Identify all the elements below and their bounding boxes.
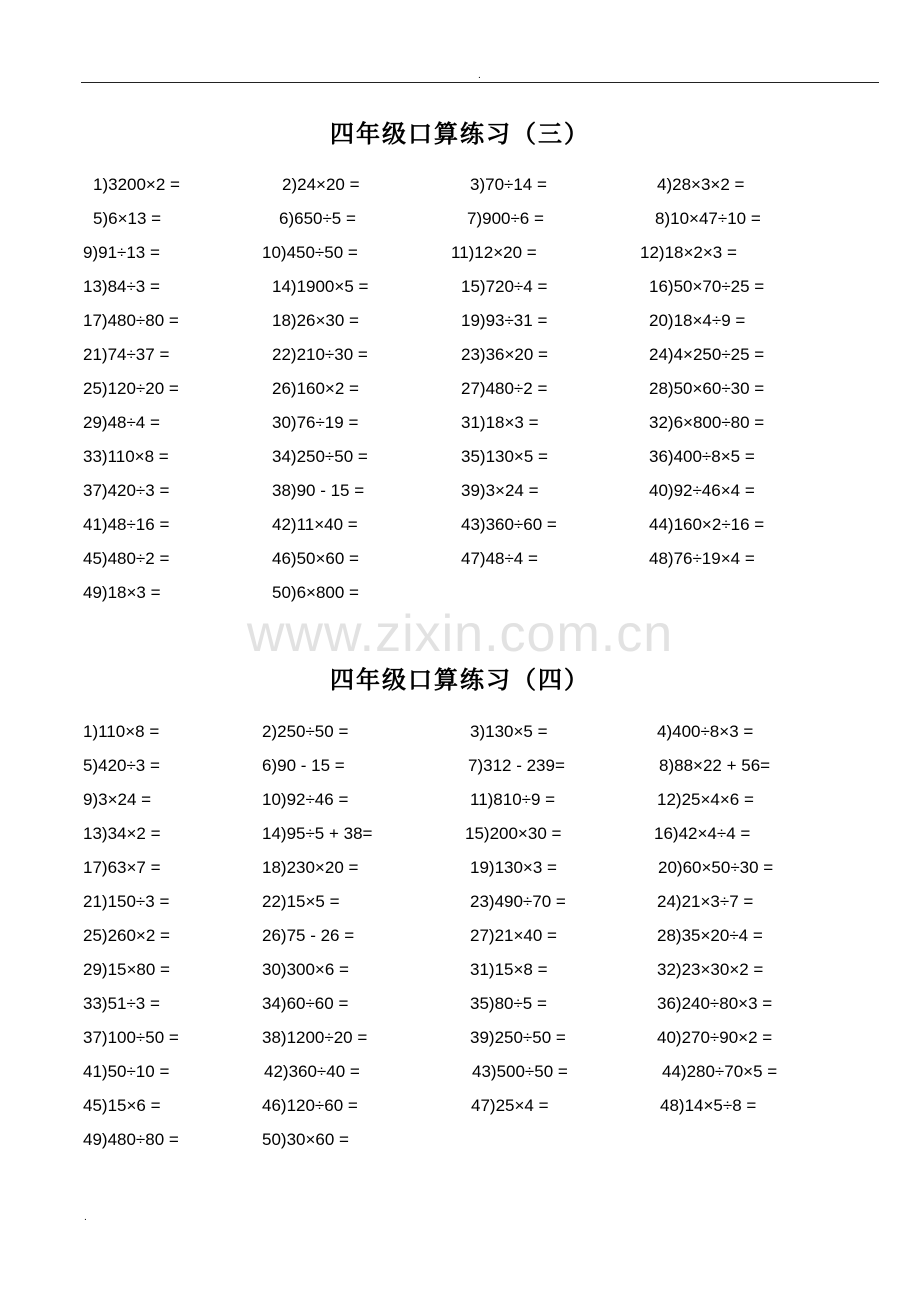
problem-item: 19)130×3 = — [470, 858, 557, 877]
problem-item: 33)51÷3 = — [83, 994, 160, 1013]
problem-item: 29)15×80 = — [83, 960, 170, 979]
problem-item: 35)80÷5 = — [470, 994, 547, 1013]
problem-item: 8)88×22 + 56= — [659, 756, 771, 775]
problem-item: 10)450÷50 = — [262, 243, 358, 262]
problem-item: 20)18×4÷9 = — [649, 311, 746, 330]
problem-item: 16)50×70÷25 = — [649, 277, 765, 296]
problem-item: 47)48÷4 = — [461, 549, 538, 568]
problem-item: 1)110×8 = — [83, 722, 160, 741]
problem-item: 25)120÷20 = — [83, 379, 179, 398]
problem-item: 15)200×30 = — [465, 824, 562, 843]
section-title-4: 四年级口算练习（四） — [330, 666, 590, 694]
problem-item: 9)91÷13 = — [83, 243, 160, 262]
problem-item: 47)25×4 = — [471, 1096, 549, 1115]
problem-item: 4)28×3×2 = — [657, 175, 745, 194]
problem-item: 28)50×60÷30 = — [649, 379, 765, 398]
problem-item: 25)260×2 = — [83, 926, 170, 945]
problem-item: 24)4×250÷25 = — [649, 345, 765, 364]
problem-item: 35)130×5 = — [461, 447, 548, 466]
problem-item: 44)280÷70×5 = — [662, 1062, 778, 1081]
problem-item: 32)6×800÷80 = — [649, 413, 765, 432]
footer-dot: . — [84, 1212, 87, 1223]
problem-item: 48)14×5÷8 = — [660, 1096, 757, 1115]
problem-item: 43)360÷60 = — [461, 515, 557, 534]
problem-item: 36)240÷80×3 = — [657, 994, 773, 1013]
problem-item: 50)6×800 = — [272, 583, 359, 602]
problem-item: 30)76÷19 = — [272, 413, 359, 432]
problem-item: 44)160×2÷16 = — [649, 515, 765, 534]
problem-item: 13)34×2 = — [83, 824, 161, 843]
problem-item: 48)76÷19×4 = — [649, 549, 755, 568]
problem-item: 15)720÷4 = — [461, 277, 548, 296]
problem-item: 32)23×30×2 = — [657, 960, 764, 979]
problem-item: 39)3×24 = — [461, 481, 539, 500]
problem-item: 4)400÷8×3 = — [657, 722, 754, 741]
problem-item: 38)1200÷20 = — [262, 1028, 368, 1047]
problem-item: 45)15×6 = — [83, 1096, 161, 1115]
problem-item: 3)70÷14 = — [470, 175, 547, 194]
problem-item: 22)210÷30 = — [272, 345, 368, 364]
problem-item: 16)42×4÷4 = — [654, 824, 751, 843]
problem-item: 18)26×30 = — [272, 311, 359, 330]
problem-item: 40)270÷90×2 = — [657, 1028, 773, 1047]
problem-item: 33)110×8 = — [83, 447, 169, 466]
problem-item: 21)74÷37 = — [83, 345, 170, 364]
problem-item: 10)92÷46 = — [262, 790, 349, 809]
problem-item: 37)100÷50 = — [83, 1028, 179, 1047]
section-title-3: 四年级口算练习（三） — [330, 120, 590, 148]
problem-item: 20)60×50÷30 = — [658, 858, 774, 877]
problem-item: 7)312 - 239= — [468, 756, 565, 775]
problem-item: 1)3200×2 = — [93, 175, 180, 194]
problem-item: 23)36×20 = — [461, 345, 548, 364]
problem-item: 13)84÷3 = — [83, 277, 160, 296]
problem-item: 11)810÷9 = — [470, 790, 556, 809]
problem-item: 2)250÷50 = — [262, 722, 349, 741]
header-rule — [81, 82, 879, 83]
watermark: www.zixin.com.cn — [246, 605, 674, 663]
problem-item: 42)11×40 = — [272, 515, 358, 534]
problem-item: 12)25×4×6 = — [657, 790, 754, 809]
problem-item: 30)300×6 = — [262, 960, 349, 979]
problem-item: 17)480÷80 = — [83, 311, 179, 330]
problem-item: 29)48÷4 = — [83, 413, 160, 432]
problem-item: 41)48÷16 = — [83, 515, 170, 534]
problem-item: 31)15×8 = — [470, 960, 548, 979]
problem-item: 7)900÷6 = — [467, 209, 544, 228]
problem-item: 28)35×20÷4 = — [657, 926, 763, 945]
problem-item: 27)480÷2 = — [461, 379, 548, 398]
problem-item: 34)250÷50 = — [272, 447, 368, 466]
problem-item: 49)18×3 = — [83, 583, 161, 602]
problem-item: 18)230×20 = — [262, 858, 359, 877]
problem-item: 9)3×24 = — [83, 790, 152, 809]
problem-item: 11)12×20 = — [451, 243, 537, 262]
header-dot: . — [478, 70, 481, 81]
problem-item: 14)1900×5 = — [272, 277, 369, 296]
problem-item: 12)18×2×3 = — [640, 243, 737, 262]
problem-item: 26)75 - 26 = — [262, 926, 355, 945]
problem-item: 36)400÷8×5 = — [649, 447, 755, 466]
problem-item: 5)6×13 = — [93, 209, 162, 228]
problem-item: 19)93÷31 = — [461, 311, 548, 330]
problem-item: 6)90 - 15 = — [262, 756, 345, 775]
problem-item: 37)420÷3 = — [83, 481, 170, 500]
problem-item: 45)480÷2 = — [83, 549, 170, 568]
problem-item: 2)24×20 = — [282, 175, 360, 194]
problem-item: 34)60÷60 = — [262, 994, 349, 1013]
problem-item: 8)10×47÷10 = — [655, 209, 761, 228]
problem-item: 26)160×2 = — [272, 379, 359, 398]
problem-item: 46)120÷60 = — [262, 1096, 358, 1115]
problem-item: 23)490÷70 = — [470, 892, 566, 911]
problem-item: 5)420÷3 = — [83, 756, 160, 775]
problem-item: 3)130×5 = — [470, 722, 548, 741]
problem-item: 27)21×40 = — [470, 926, 557, 945]
problem-item: 22)15×5 = — [262, 892, 340, 911]
problem-item: 38)90 - 15 = — [272, 481, 365, 500]
problem-item: 24)21×3÷7 = — [657, 892, 754, 911]
problem-item: 42)360÷40 = — [264, 1062, 360, 1081]
problem-item: 40)92÷46×4 = — [649, 481, 755, 500]
problem-item: 21)150÷3 = — [83, 892, 170, 911]
problem-item: 49)480÷80 = — [83, 1130, 179, 1149]
problem-item: 43)500÷50 = — [472, 1062, 568, 1081]
problem-item: 14)95÷5 + 38= — [262, 824, 373, 843]
problem-item: 41)50÷10 = — [83, 1062, 170, 1081]
problem-item: 50)30×60 = — [262, 1130, 349, 1149]
problem-item: 46)50×60 = — [272, 549, 359, 568]
problem-item: 17)63×7 = — [83, 858, 161, 877]
problem-item: 31)18×3 = — [461, 413, 539, 432]
problem-item: 39)250÷50 = — [470, 1028, 566, 1047]
problem-item: 6)650÷5 = — [279, 209, 356, 228]
